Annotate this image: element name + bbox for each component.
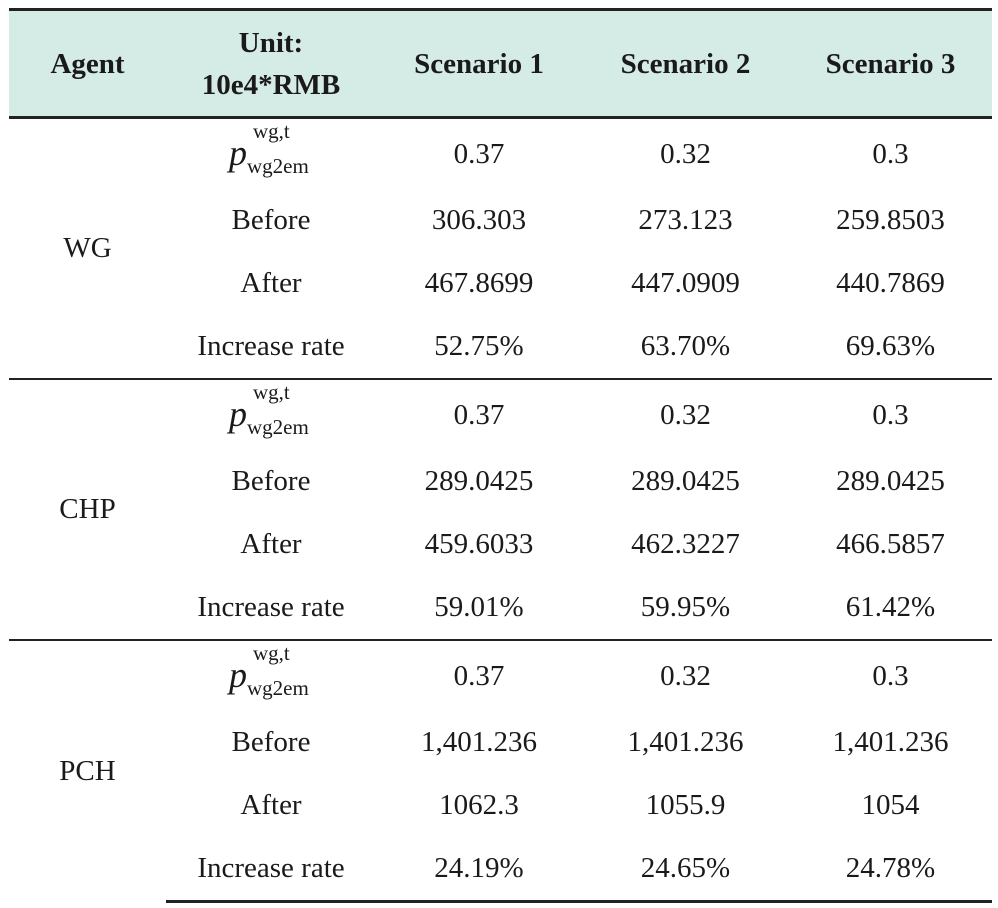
value-cell-scenario-2: 289.0425: [631, 465, 740, 497]
value-cell-scenario-1: 306.303: [431, 204, 527, 236]
price-superscript: wg,t: [253, 119, 290, 143]
value-cell-scenario-1: 289.0425: [424, 465, 534, 497]
price-superscript: wg,t: [253, 641, 290, 665]
value-cell-scenario-3: 1054: [861, 789, 920, 821]
value-cell-scenario-3: 69.63%: [845, 330, 936, 362]
value-cell-scenario-3: 1,401.236: [832, 726, 949, 758]
agent-cell: PCH: [9, 640, 166, 902]
price-superscript: wg,t: [253, 380, 290, 404]
value-cell-scenario-2: 462.3227: [631, 528, 740, 560]
value-cell-scenario-3: 24.78%: [789, 837, 992, 902]
value-cell-scenario-1: 0.37: [376, 118, 582, 190]
value-cell-scenario-2: 63.70%: [640, 330, 731, 362]
header-agent: Agent: [9, 10, 166, 118]
header-scenario-3: Scenario 3: [789, 10, 992, 118]
row-label-before: Before: [231, 465, 311, 497]
row-label-before: Before: [231, 726, 311, 758]
value-cell-scenario-3: 289.0425: [836, 465, 945, 497]
price-subscript: wg2em: [247, 676, 309, 700]
value-cell-scenario-2: 1055.9: [645, 789, 726, 821]
row-label-price: [166, 379, 376, 450]
value-cell-scenario-1: 59.01%: [434, 591, 524, 623]
value-cell-scenario-1: 459.6033: [424, 528, 534, 560]
table-header: [9, 10, 992, 118]
agent-cell: WG: [9, 118, 166, 380]
value-cell-scenario-2: 0.32: [582, 379, 789, 450]
value-cell-scenario-1: 1,401.236: [421, 726, 537, 758]
row-label-increase-rate: Increase rate: [197, 330, 345, 362]
value-cell-scenario-3: 61.42%: [845, 591, 936, 623]
results-table: [9, 8, 992, 903]
price-symbol: [229, 641, 309, 700]
price-parameter: [213, 641, 329, 700]
row-label-price: [166, 640, 376, 711]
value-cell-scenario-1: 52.75%: [434, 330, 524, 362]
price-subscript: wg2em: [247, 154, 309, 178]
header-scenario-2: Scenario 2: [582, 10, 789, 118]
row-label-after: After: [240, 528, 302, 560]
price-parameter: [213, 119, 329, 178]
value-cell-scenario-2: 0.32: [582, 118, 789, 190]
value-cell-scenario-2: 0.32: [582, 640, 789, 711]
price-symbol-base: p: [229, 394, 247, 434]
value-cell-scenario-3: 440.7869: [836, 267, 945, 299]
value-cell-scenario-3: 0.3: [789, 379, 992, 450]
value-cell-scenario-3: 0.3: [789, 118, 992, 190]
row-label-after: After: [240, 789, 302, 821]
value-cell-scenario-2: 273.123: [638, 204, 733, 236]
price-symbol-base: p: [229, 133, 247, 173]
value-cell-scenario-1: 1062.3: [439, 789, 519, 821]
price-parameter: [213, 380, 329, 439]
header-row: [9, 10, 992, 118]
value-cell-scenario-1: 0.37: [376, 379, 582, 450]
results-table-container: [9, 8, 992, 903]
table-row: [9, 118, 992, 190]
value-cell-scenario-2: 59.95%: [640, 591, 731, 623]
row-label-increase-rate: Increase rate: [197, 591, 345, 623]
value-cell-scenario-1: 467.8699: [424, 267, 534, 299]
price-subscript: wg2em: [247, 415, 309, 439]
row-label-price: [166, 118, 376, 190]
row-label-increase-rate: Increase rate: [166, 837, 376, 902]
header-unit-line1: Unit:: [238, 26, 304, 59]
value-cell-scenario-3: 466.5857: [836, 528, 945, 560]
value-cell-scenario-3: 259.8503: [836, 204, 945, 236]
value-cell-scenario-2: 447.0909: [631, 267, 740, 299]
value-cell-scenario-2: 24.65%: [582, 837, 789, 902]
table-row: [9, 640, 992, 711]
value-cell-scenario-2: 1,401.236: [627, 726, 744, 758]
value-cell-scenario-1: 24.19%: [376, 837, 582, 902]
price-symbol-base: p: [229, 655, 247, 695]
row-label-after: After: [240, 267, 302, 299]
table-body: [9, 118, 992, 902]
table-row: [9, 379, 992, 450]
value-cell-scenario-1: 0.37: [376, 640, 582, 711]
header-unit-line2: 10e4*RMB: [201, 68, 341, 101]
header-unit: [166, 10, 376, 118]
row-label-before: Before: [231, 204, 311, 236]
agent-cell: CHP: [9, 379, 166, 640]
value-cell-scenario-3: 0.3: [789, 640, 992, 711]
header-scenario-1: Scenario 1: [376, 10, 582, 118]
price-symbol: [229, 380, 309, 439]
price-symbol: [229, 119, 309, 178]
